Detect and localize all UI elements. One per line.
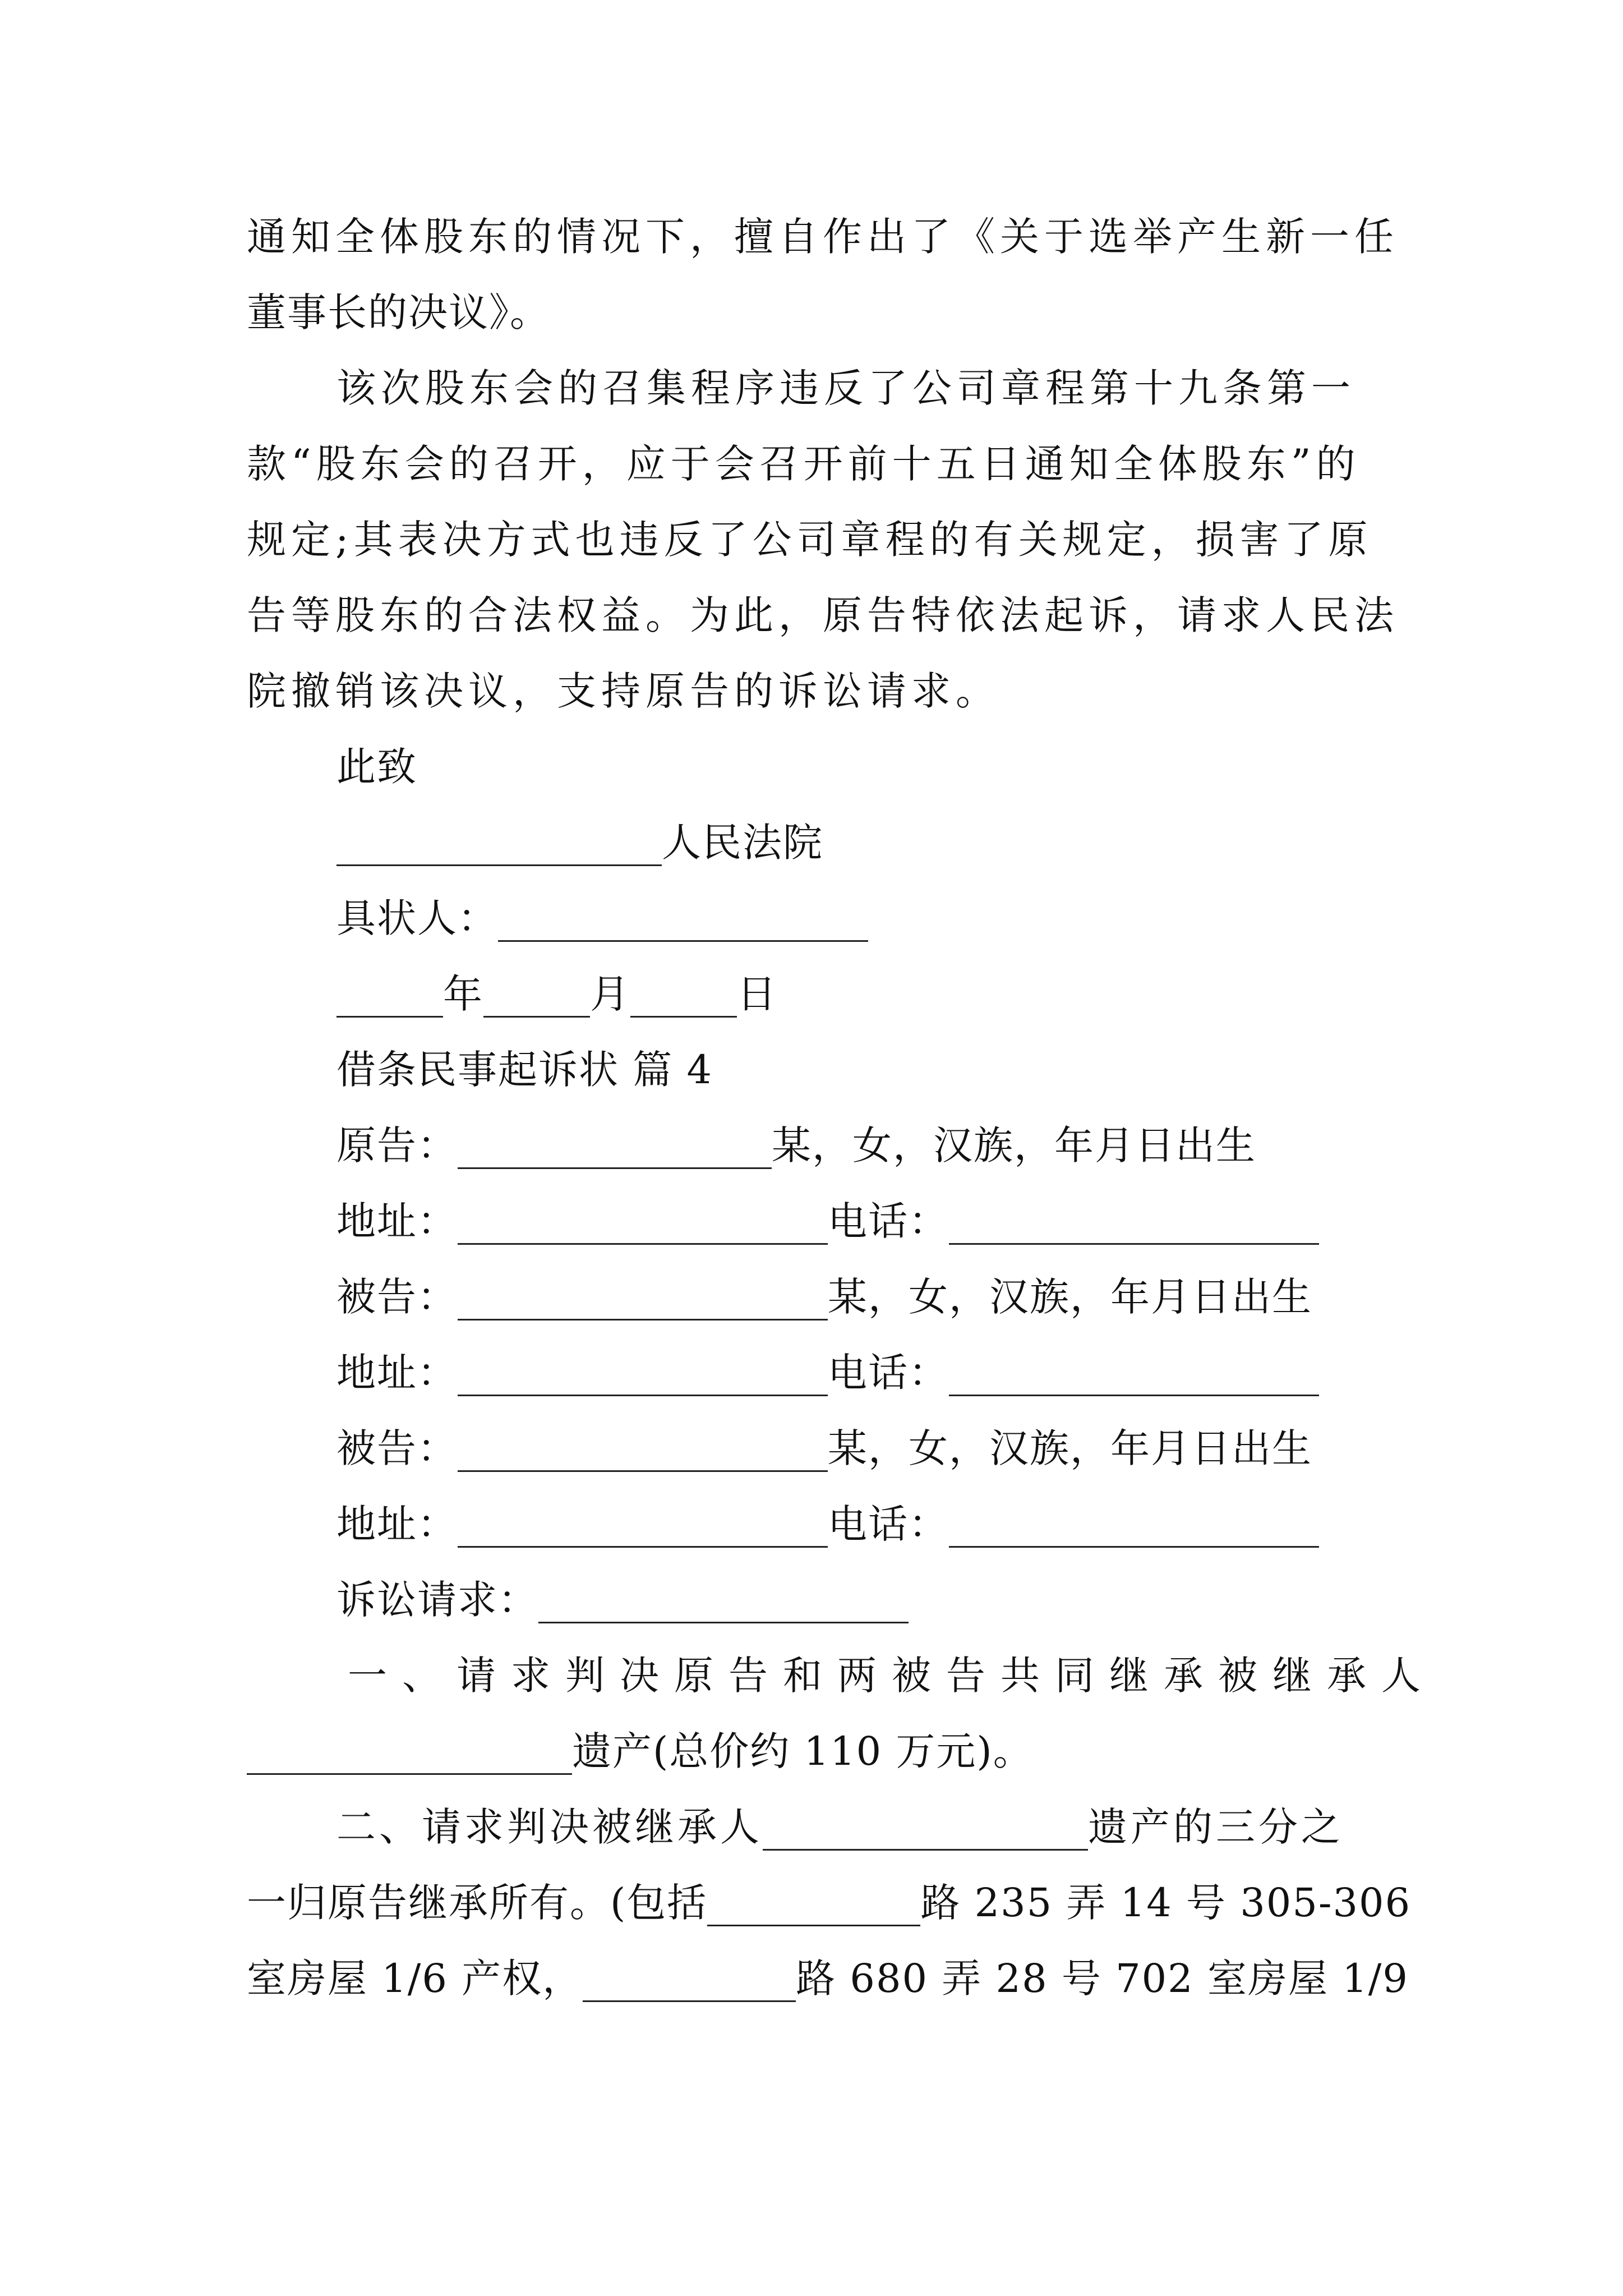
phone-label: 电话：	[828, 1198, 949, 1244]
defendant-label: 被告：	[336, 1425, 458, 1471]
defendant-blank	[458, 1425, 828, 1472]
decedent-blank	[247, 1728, 572, 1775]
defendant-label: 被告：	[336, 1274, 458, 1320]
paragraph-line: 规定;其表决方式也违反了公司章程的有关规定，损害了原	[247, 517, 1373, 563]
paragraph-line: 告等股东的合法权益。为此，原告特依法起诉，请求人民法	[247, 592, 1399, 638]
claim-1-text: 遗产(总价约 110 万元)。	[572, 1728, 1034, 1774]
paragraph-line: 通知全体股东的情况下，擅自作出了《关于选举产生新一任	[247, 214, 1399, 260]
day-blank	[630, 971, 737, 1018]
phone-label: 电话：	[828, 1350, 949, 1396]
road-blank	[583, 1955, 796, 2002]
claim-2-text: 二、请求判决被继承人	[336, 1804, 763, 1850]
claim-2-include: 一归原告继承所有。(包括	[247, 1880, 708, 1926]
claim-1-line: 一、请求判决原告和两被告共同继承被继承人	[348, 1653, 1436, 1699]
address-label: 地址：	[336, 1501, 458, 1547]
month-blank	[483, 971, 590, 1018]
phone-blank	[949, 1350, 1319, 1396]
claims-label: 诉讼请求：	[336, 1577, 538, 1623]
year-blank	[336, 971, 443, 1018]
road-blank	[707, 1880, 920, 1926]
plaintiff-line	[336, 1112, 1623, 1179]
claim-2-line	[336, 1793, 1623, 1861]
phone-blank	[949, 1198, 1319, 1245]
court-line	[336, 809, 1623, 876]
claim-1-continuation	[247, 1718, 1623, 1785]
month-label: 月	[590, 971, 630, 1017]
address-blank	[458, 1198, 828, 1245]
claims-line	[336, 1566, 1623, 1634]
defendant-line	[336, 1415, 1623, 1482]
address-phone-line	[336, 1490, 1623, 1558]
phone-blank	[949, 1501, 1319, 1548]
date-line	[336, 960, 1623, 1028]
plaintiff-blank	[458, 1122, 772, 1169]
section-title: 借条民事起诉状 篇 4	[336, 1047, 713, 1093]
filer-blank	[498, 895, 868, 942]
defendant-blank	[458, 1274, 828, 1320]
address-blank	[458, 1501, 828, 1548]
road-address-1: 路 235 弄 14 号 305-306	[920, 1880, 1412, 1926]
paragraph-line: 该次股东会的召集程序违反了公司章程第十九条第一	[336, 365, 1355, 411]
paragraph-line: 院撤销该决议，支持原告的诉讼请求。	[247, 668, 1000, 714]
address-phone-line	[336, 1339, 1623, 1406]
defendant-info: 某，女，汉族，年月日出生	[828, 1274, 1312, 1320]
address-label: 地址：	[336, 1350, 458, 1396]
paragraph-line: 款“股东会的召开，应于会召开前十五日通知全体股东”的	[247, 441, 1361, 487]
court-name-blank	[336, 820, 662, 866]
address-label: 地址：	[336, 1198, 458, 1244]
salutation: 此致	[336, 744, 417, 790]
plaintiff-label: 原告：	[336, 1122, 458, 1168]
filer-line	[336, 885, 1623, 952]
phone-label: 电话：	[828, 1501, 949, 1547]
claims-blank	[538, 1577, 909, 1623]
address-blank	[458, 1350, 828, 1396]
paragraph-line: 董事长的决议》。	[247, 289, 550, 335]
road-address-2: 路 680 弄 28 号 702 室房屋 1/9	[796, 1955, 1409, 2001]
property-1: 室房屋 1/6 产权，	[247, 1955, 583, 2001]
day-label: 日	[737, 971, 777, 1017]
year-label: 年	[443, 971, 483, 1017]
decedent-blank	[763, 1804, 1088, 1851]
court-label: 人民法院	[662, 820, 823, 866]
address-phone-line	[336, 1188, 1623, 1255]
claim-2-text-end: 遗产的三分之	[1088, 1804, 1344, 1850]
claim-2-continuation	[247, 1945, 1623, 2012]
filer-label: 具状人：	[336, 895, 498, 941]
defendant-info: 某，女，汉族，年月日出生	[828, 1425, 1312, 1471]
plaintiff-info: 某，女，汉族，年月日出生	[772, 1122, 1256, 1168]
claim-2-continuation	[247, 1869, 1623, 1936]
defendant-line	[336, 1263, 1623, 1331]
